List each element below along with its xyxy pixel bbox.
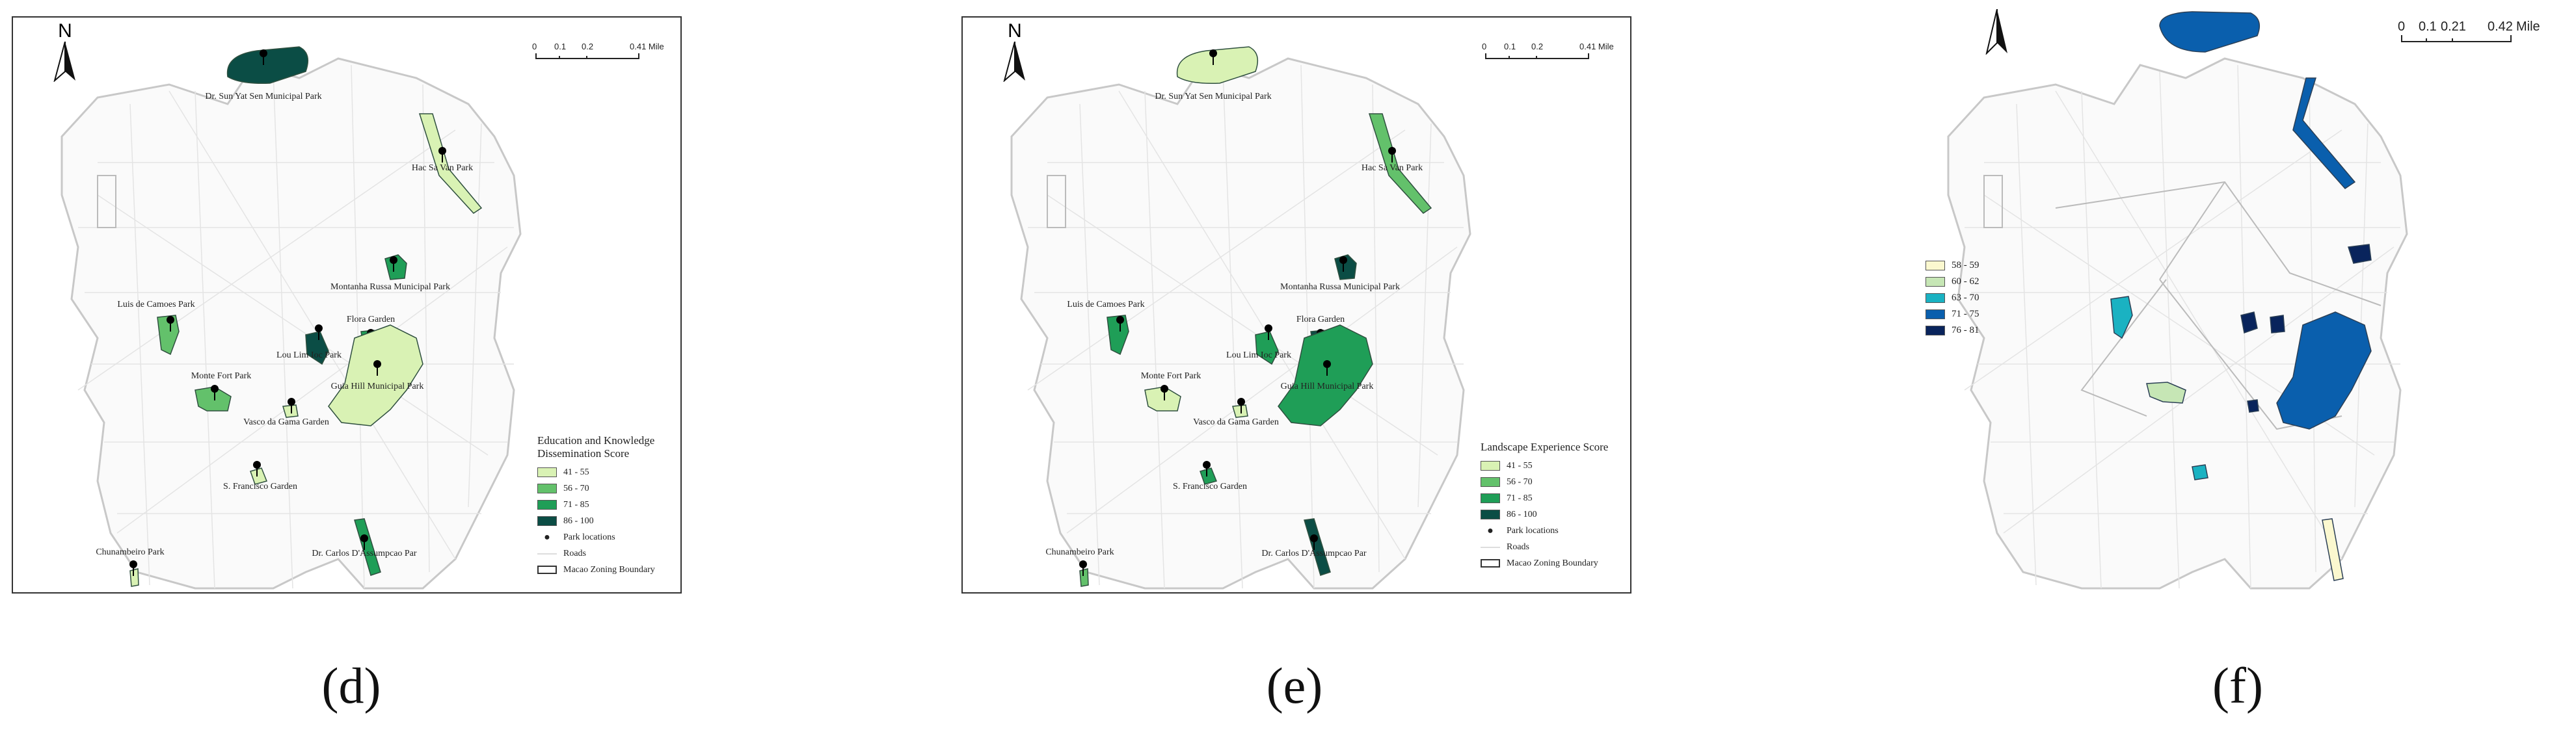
park-label: Guia Hill Municipal Park [330,382,424,391]
park-label: Dr. Carlos D'Assumpcao Par [312,549,417,558]
scale-bar [532,42,664,63]
park-label: Lou Lim Ioc Park [1226,350,1291,360]
north-letter: N [58,20,72,42]
legend-item: 71 - 85 [1481,490,1624,506]
legend-swatch [1925,261,1945,270]
legend-item: 86 - 100 [537,513,674,529]
legend-item-boundary: Macao Zoning Boundary [1481,555,1624,571]
scale-unit: Mile [2516,20,2540,34]
park-pin-icon [390,256,397,264]
north-arrow [1984,9,2010,58]
park-pin-icon [211,385,219,393]
scale-tick-3: 0.42 [2488,20,2513,34]
park-pin-icon [1161,385,1168,393]
park-label: Monte Fort Park [191,371,252,381]
scale-tick-1: 0.1 [554,42,567,51]
panel-e [950,0,1639,732]
scale-bar [1482,42,1614,63]
park-label: Lou Lim Ioc Park [276,350,342,360]
park-pin-icon [288,398,295,406]
park-pin-icon [360,534,368,542]
park-label: Guia Hill Municipal Park [1280,382,1374,391]
scale-tick-2: 0.2 [582,42,594,51]
scale-tick-3: 0.41 Mile [630,42,664,51]
park-label: Luis de Camoes Park [1067,300,1145,309]
legend-swatch [1925,293,1945,303]
park-label: Dr. Sun Yat Sen Municipal Park [205,92,322,101]
park-polygon [283,405,298,417]
legend-item-park-locations: ● Park locations [1481,523,1624,539]
scale-tick-2: 0.21 [2441,20,2466,34]
park-label: Dr. Sun Yat Sen Municipal Park [1155,92,1272,101]
legend-swatch [1925,326,1945,335]
park-label: Montanha Russa Municipal Park [1280,282,1400,292]
park-pin-icon [253,461,261,469]
park-label: Chunambeiro Park [96,547,165,557]
legend-item-park-locations: ● Park locations [537,529,674,545]
park-pin-icon [260,49,267,57]
panel-caption: (e) [1266,657,1323,714]
park-pin-icon [1310,534,1318,542]
north-arrow-icon [1984,9,2010,55]
park-label: Luis de Camoes Park [117,300,195,309]
legend-item: 58 - 59 [1925,257,2017,274]
park-label: Hac Sa Van Park [1361,163,1423,173]
boundary-swatch [1481,559,1500,568]
park-pin-icon [1339,256,1347,264]
legend-swatch [537,516,557,526]
legend-item: 56 - 70 [537,480,674,497]
legend-item-roads: Roads [537,545,674,562]
park-label: Hac Sa Van Park [411,163,474,173]
legend-swatch [1481,510,1500,519]
scale-tick-1: 0.1 [1504,42,1516,51]
legend-item: 41 - 55 [1481,458,1624,474]
park-label: Chunambeiro Park [1045,547,1114,557]
panel-f [1886,0,2576,732]
legend-item: 60 - 62 [1925,274,2017,290]
park-pin-icon [1265,324,1272,332]
north-arrow [1002,21,1028,85]
road-swatch [1481,547,1500,548]
park-pin-icon [1237,398,1245,406]
park-label: Monte Fort Park [1140,371,1201,381]
north-arrow-icon [1002,42,1028,82]
panel-caption: (f) [2212,657,2263,714]
legend-title: Landscape Experience Score [1481,441,1609,453]
park-pin-icon [1323,360,1331,368]
north-arrow-icon [52,42,78,82]
legend-item: 41 - 55 [537,464,674,480]
map-legend [1925,257,2017,339]
legend-item: 56 - 70 [1481,474,1624,490]
park-polygon [2270,315,2285,333]
park-label: Dr. Carlos D'Assumpcao Par [1261,549,1367,558]
legend-swatch [1481,461,1500,471]
park-label: S. Francisco Garden [1173,482,1247,491]
legend-item: 63 - 70 [1925,290,2017,306]
park-polygon [1080,569,1088,586]
legend-item: 71 - 75 [1925,306,2017,322]
panel-d [0,0,690,732]
park-label: Flora Garden [1296,315,1345,324]
north-letter: N [1008,20,1022,42]
park-pin-icon [315,324,323,332]
scale-tick-0: 0 [1482,42,1487,51]
park-polygon [2247,400,2259,412]
legend-swatch [1925,277,1945,287]
park-label: Flora Garden [346,315,396,324]
north-arrow [52,21,78,85]
park-pin-icon [1116,316,1124,324]
legend-item-roads: Roads [1481,539,1624,555]
scale-tick-2: 0.2 [1531,42,1544,51]
legend-swatch [1925,309,1945,319]
park-label: S. Francisco Garden [223,482,297,491]
legend-item: 86 - 100 [1481,506,1624,523]
park-label: Vasco da Gama Garden [1193,417,1279,427]
legend-swatch [537,484,557,493]
scale-tick-0: 0 [532,42,537,51]
map-legend [1481,441,1624,571]
park-pin-icon [373,360,381,368]
road-swatch [537,553,557,555]
park-polygon [2160,12,2259,52]
legend-title: Education and Knowledge Dissemination Score [537,434,655,460]
park-pin-icon [1203,461,1211,469]
boundary-swatch [537,566,557,574]
legend-swatch [1481,493,1500,503]
park-polygon [130,569,139,586]
legend-swatch [537,500,557,510]
park-pin-icon [129,560,137,568]
park-label: Montanha Russa Municipal Park [330,282,450,292]
pin-icon: ● [544,531,550,543]
legend-swatch [1481,477,1500,487]
panel-caption: (d) [321,657,381,714]
park-pin-icon [438,147,446,155]
legend-item: 71 - 85 [537,497,674,513]
scale-tick-1: 0.1 [2419,20,2437,34]
park-polygon [1233,405,1248,417]
park-label: Vasco da Gama Garden [243,417,329,427]
legend-item-boundary: Macao Zoning Boundary [537,562,674,578]
scale-tick-3: 0.41 Mile [1579,42,1614,51]
pin-icon: ● [1487,525,1494,536]
scale-bar [2400,20,2543,49]
legend-item: 76 - 81 [1925,322,2017,339]
legend-swatch [537,467,557,477]
scale-tick-0: 0 [2398,20,2406,34]
park-pin-icon [167,316,174,324]
park-pin-icon [1209,49,1217,57]
park-pin-icon [1079,560,1087,568]
park-polygon [2192,465,2208,480]
park-pin-icon [1388,147,1396,155]
map-legend [537,434,674,578]
